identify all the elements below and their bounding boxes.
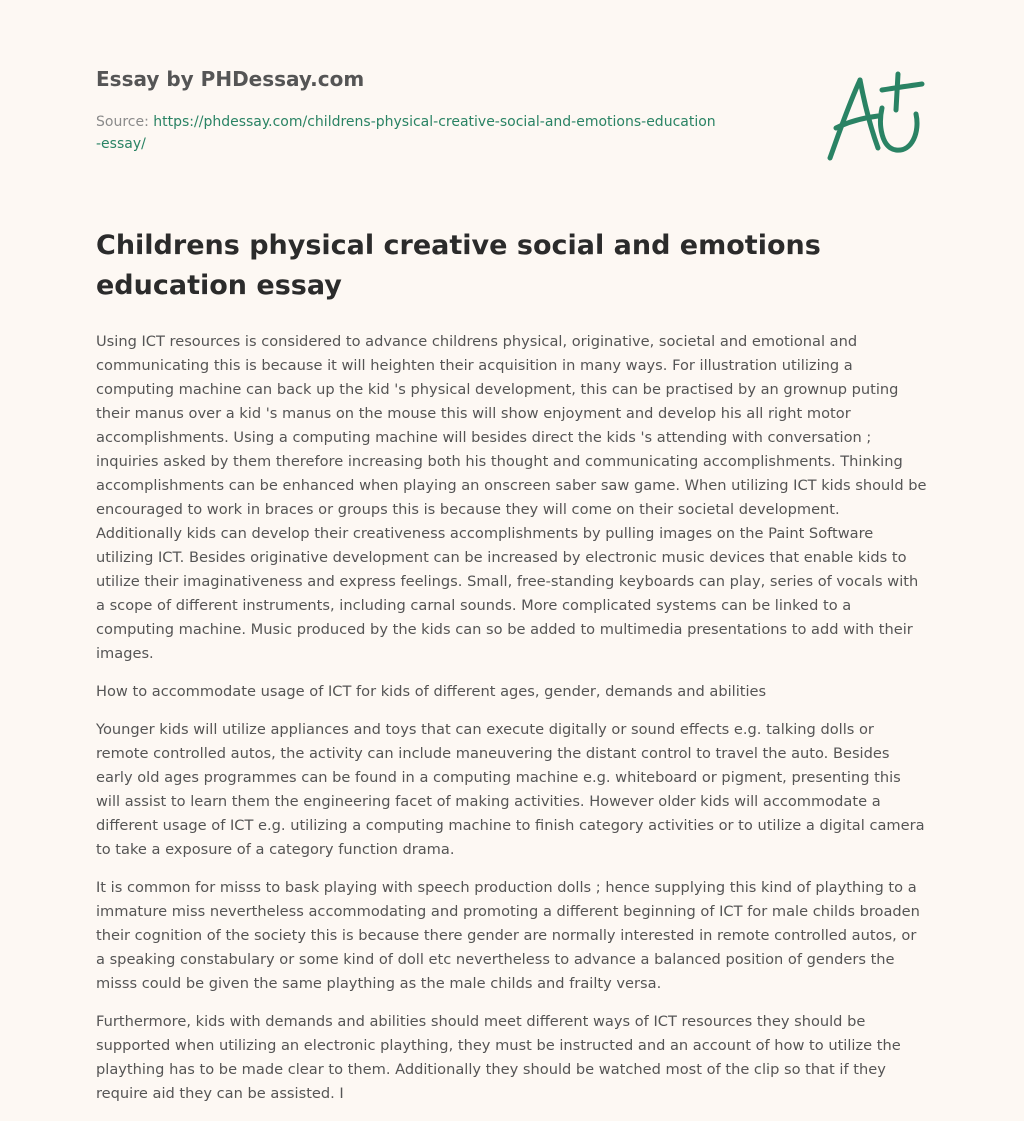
page-title: Childrens physical creative social and emotions education essay (96, 230, 821, 301)
paragraph: Using ICT resources is considered to advance childrens physical, originative, societal and emotional and communicating this is because it will heighten their acquisition in many ways. For illustration utilizing a computing machine can back up the kid 's physical development, this can be practised by an grownup puting their manus over a kid 's manus on the mouse this will show enjoyment and develop his all right motor accomplishments. Using a computing machine will besides direct the kids 's attending with conversation ; inquiries asked by them therefore increasing both his thought and communicating accomplishments. Thinking accomplishments can be enhanced when playing an onscreen saber saw game. When utilizing ICT kids should be encouraged to work in braces or groups this is because they will come on their societal development. Additionally kids can develop their creativeness accomplishments by pulling images on the Paint Software utilizing ICT. Besides originative development can be increased by electronic music devices that enable kids to utilize their imaginativeness and express feelings. Small, free-standing keyboards can play, series of vocals with a scope of different instruments, including carnal sounds. More complicated systems can be linked to a computing machine. Music produced by the kids can so be added to multimedia presentations to add with their images. (96, 333, 927, 662)
a-plus-logo-icon (820, 66, 930, 166)
paragraph: Younger kids will utilize appliances and toys that can execute digitally or sound effects e.g. talking dolls or remote controlled autos, the activity can include maneuvering the distant control to travel the auto. Besides early old ages programmes can be found in a computing machine e.g. whiteboard or pigment, presenting this will assist to learn them the engineering facet of making activities. However older kids will accommodate a different usage of ICT e.g. utilizing a computing machine to finish category activities or to utilize a digital camera to take a exposure of a category function drama. (96, 721, 925, 858)
article-body (96, 330, 928, 1106)
source-label: Source: (96, 114, 154, 130)
source-link[interactable]: https://phdessay.com/childrens-physical-creative-social-and-emotions-education-essay/ (96, 114, 716, 152)
paragraph: It is common for misss to bask playing with speech production dolls ; hence supplying this kind of plaything to a immature miss nevertheless accommodating and promoting a different beginning of ICT for male childs broaden their cognition of the society this is because there gender are normally interested in remote controlled autos, or a speaking constabulary or some kind of doll etc nevertheless to advance a balanced position of genders the misss could be given the same plaything as the male childs and frailty versa. (96, 879, 920, 992)
paragraph: Furthermore, kids with demands and abilities should meet different ways of ICT resources they should be supported when utilizing an electronic plaything, they must be instructed and an account of how to utilize the plaything has to be made clear to them. Additionally they should be watched most of the clip so that if they require aid they can be assisted. I (96, 1013, 901, 1102)
site-brand: Essay by PHDessay.com (96, 67, 365, 91)
paragraph: How to accommodate usage of ICT for kids of different ages, gender, demands and abilities (96, 683, 767, 700)
source-line (96, 111, 716, 155)
